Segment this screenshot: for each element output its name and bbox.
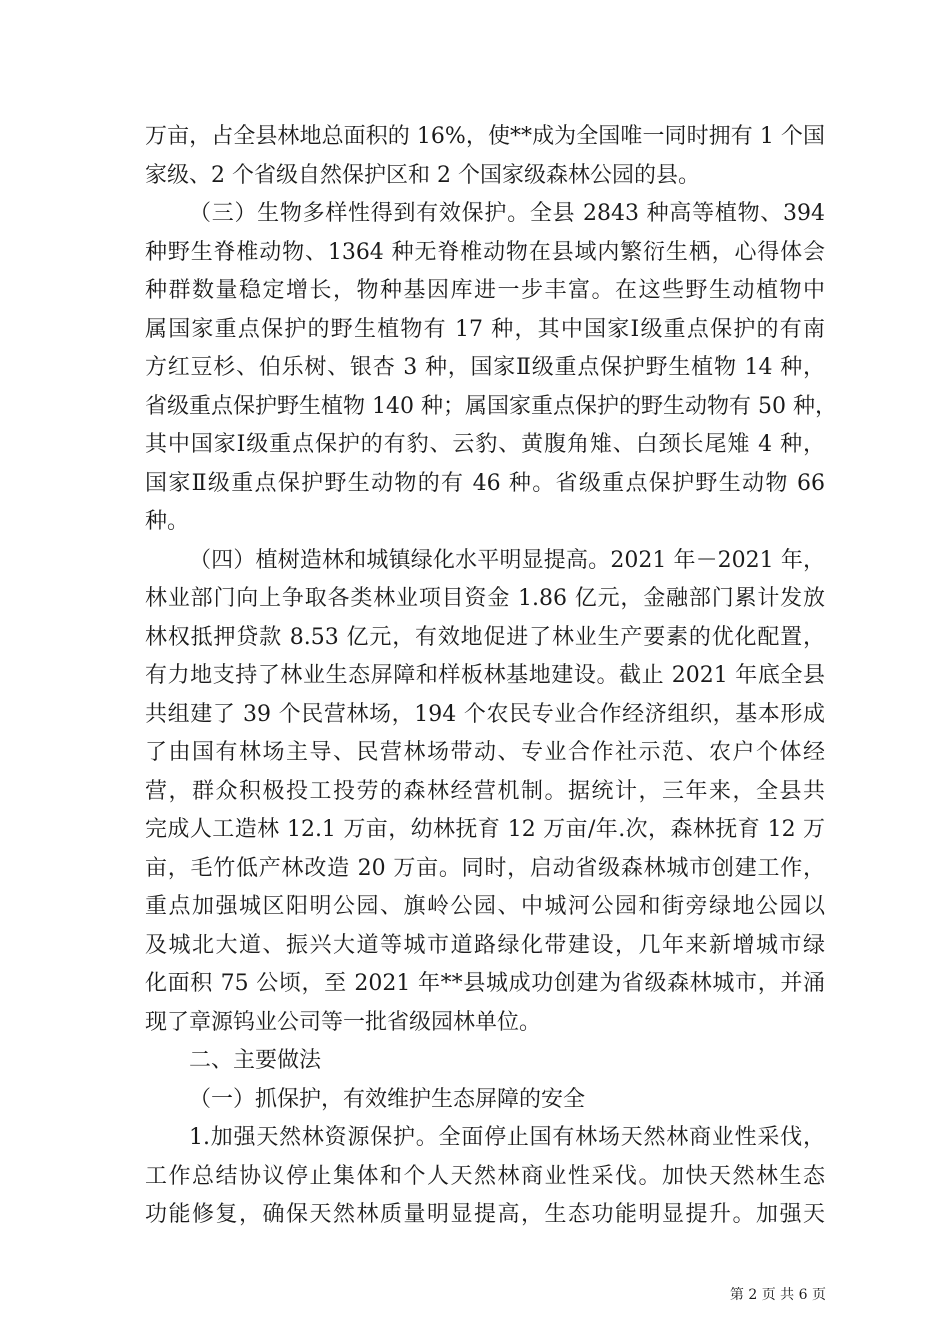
- text-line-10: 国家Ⅱ级重点保护野生动物的有 46 种。省级重点保护野生动物 66: [145, 470, 825, 496]
- text-line-16: 共组建了 39 个民营林场，194 个农民专业合作经济组织，基本形成: [145, 701, 825, 727]
- text-line-12: （四）植树造林和城镇绿化水平明显提高。2021 年－2021 年，: [189, 547, 825, 573]
- text-line-14: 林权抵押贷款 8.53 亿元，有效地促进了林业生产要素的优化配置，: [145, 624, 825, 650]
- text-line-3: （三）生物多样性得到有效保护。全县 2843 种高等植物、394: [189, 201, 825, 226]
- text-line-23: 化面积 75 公顷，至 2021 年**县城成功创建为省级森林城市，并涌: [145, 971, 825, 996]
- text-line-27: 1.加强天然林资源保护。全面停止国有林场天然林商业性采伐，: [189, 1125, 825, 1150]
- text-line-19: 完成人工造林 12.1 万亩，幼林抚育 12 万亩/年.次，森林抚育 12 万: [145, 817, 825, 842]
- text-line-15: 有力地支持了林业生态屏障和样板林基地建设。截止 2021 年底全县: [145, 663, 825, 688]
- text-line-5: 种群数量稳定增长，物种基因库进一步丰富。在这些野生动植物中: [145, 278, 825, 303]
- document-body: [145, 118, 837, 1235]
- text-line-13: 林业部门向上争取各类林业项目资金 1.86 亿元，金融部门累计发放: [145, 586, 825, 611]
- page-number-footer: 第 2 页 共 6 页: [729, 1287, 826, 1303]
- text-line-6: 属国家重点保护的野生植物有 17 种，其中国家Ⅰ级重点保护的有南: [145, 316, 825, 342]
- text-line-24: 现了章源钨业公司等一批省级园林单位。: [145, 1009, 542, 1035]
- text-line-21: 重点加强城区阳明公园、旗岭公园、中城河公园和街旁绿地公园以: [145, 894, 825, 919]
- text-line-22: 及城北大道、振兴大道等城市道路绿化带建设，几年来新增城市绿: [145, 932, 825, 958]
- text-line-11: 种。: [145, 509, 190, 534]
- text-line-28: 工作总结协议停止集体和个人天然林商业性采伐。加快天然林生态: [145, 1163, 825, 1189]
- text-line-18: 营，群众积极投工投劳的森林经营机制。据统计，三年来，全县共: [145, 778, 825, 804]
- text-line-20: 亩，毛竹低产林改造 20 万亩。同时，启动省级森林城市创建工作，: [145, 855, 825, 881]
- text-line-9: 其中国家Ⅰ级重点保护的有豹、云豹、黄腹角雉、白颈长尾雉 4 种，: [145, 432, 825, 457]
- text-line-17: 了由国有林场主导、民营林场带动、专业合作社示范、农户个体经: [145, 740, 825, 765]
- text-line-2: 家级、2 个省级自然保护区和 2 个国家级森林公园的县。: [145, 162, 700, 188]
- text-line-1: 万亩，占全县林地总面积的 16%，使**成为全国唯一同时拥有 1 个国: [145, 124, 825, 149]
- text-line-4: 种野生脊椎动物、1364 种无脊椎动物在县域内繁衍生栖，心得体会: [145, 239, 825, 265]
- text-line-7: 方红豆杉、伯乐树、银杏 3 种，国家Ⅱ级重点保护野生植物 14 种，: [145, 355, 825, 380]
- subsection-heading: （一）抓保护，有效维护生态屏障的安全: [189, 1086, 586, 1112]
- text-line-8: 省级重点保护野生植物 140 种；属国家重点保护的野生动物有 50 种，: [145, 393, 837, 419]
- text-line-29: 功能修复，确保天然林质量明显提高，生态功能明显提升。加强天: [145, 1202, 825, 1227]
- section-heading: 二、主要做法: [189, 1048, 322, 1073]
